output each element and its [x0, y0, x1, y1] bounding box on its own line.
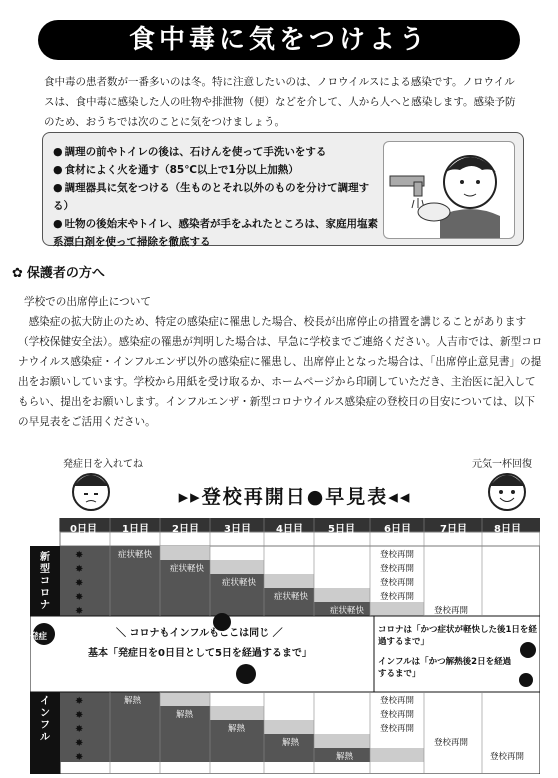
- day-label: 7日目: [440, 524, 467, 535]
- middle-rule: 基本「発症日を0日目として5日を経過するまで」: [88, 648, 312, 659]
- day-label: 5日目: [328, 524, 355, 535]
- middle-title: ＼ コロナもインフルもここは同じ ／: [116, 628, 283, 639]
- banner-title: 食中毒に気をつけよう: [128, 25, 429, 55]
- day-label: 3日目: [224, 524, 251, 535]
- child-washing-hands-icon: [384, 142, 515, 239]
- notice-block: [18, 292, 543, 432]
- svg-text:✸: ✸: [75, 592, 84, 603]
- fever-cell: 解熱: [124, 696, 142, 706]
- return-cell: 登校再開: [380, 578, 415, 588]
- onset-label: 発症: [30, 632, 48, 642]
- return-cell: 登校再開: [434, 606, 469, 616]
- day-label: 0日目: [70, 524, 97, 535]
- happy-child-icon: [482, 466, 532, 516]
- return-cell: 登校再開: [380, 710, 415, 720]
- day-label: 1日目: [122, 524, 149, 535]
- notice-paragraph: 感染症の拡大防止のため、特定の感染症に罹患した場合、校長が出席停止の措置を講じることがあります（学校保健安全法）。感染症の罹患が判明した場合は、早急に学校までご連絡ください。人吉市では、新型コロナウイルス感染症・インフルエンザ以外の感染症に罹患し、出席停止となった場合は、「出席停止意見書」の提出をお願いしています。学校から用紙を受け取るか、ホームページから印刷していただき、主治医に記入してもらい、提出をお願いします。インフルエンザ・新型コロナウイルス感染症の登校日の目安については、以下の早見表をご活用ください。: [18, 316, 543, 428]
- svg-text:✸: ✸: [75, 550, 84, 561]
- intro-text: 食中毒の患者数が一番多いのは冬。特に注意したいのは、ノロウイルスによる感染です。ノロウイルスは、食中毒に感染した人の吐物や排泄物（便）などを介して、人から人へと感染します。感染予防のため、おうちでは次のことに気をつけましょう。: [44, 76, 516, 128]
- svg-text:✸: ✸: [75, 564, 84, 575]
- day-label: 8日目: [494, 524, 521, 535]
- svg-text:✸: ✸: [75, 738, 84, 749]
- return-cell: 登校再開: [434, 738, 469, 748]
- covid-row-label: 新型コロナ: [40, 552, 50, 611]
- symptom-cell: 症状軽快: [222, 578, 257, 588]
- tips-box: [42, 132, 524, 246]
- flower-icon: ✿: [12, 266, 23, 281]
- tip-item: ● 調理の前やトイレの後は、石けんを使って手洗いをする: [53, 145, 327, 158]
- symptom-cell: 症状軽快: [330, 606, 365, 616]
- fever-cell: 解熱: [176, 710, 194, 720]
- rule-covid: コロナは「かつ症状が軽快した後1日を経過するまで」: [378, 625, 537, 647]
- day-label: 6日目: [384, 524, 411, 535]
- flu-row-label: インフル: [40, 696, 50, 743]
- symptom-cell: 症状軽快: [170, 564, 205, 574]
- tip-item: ● 食材によく火を通す（85℃以上で1分以上加熱）: [53, 163, 299, 176]
- return-cell: 登校再開: [380, 592, 415, 602]
- sick-child-icon: [66, 466, 116, 516]
- page-banner: [38, 20, 520, 60]
- svg-text:✸: ✸: [75, 578, 84, 589]
- note-left: 発症日を入れてね: [63, 459, 143, 470]
- svg-text:✸: ✸: [75, 710, 84, 721]
- notice-subheading: 学校での出席停止について: [24, 296, 151, 308]
- svg-text:✸: ✸: [75, 696, 84, 707]
- return-cell: 登校再開: [380, 550, 415, 560]
- fever-cell: 解熱: [282, 738, 300, 748]
- note-right: 元気一杯回復: [472, 459, 532, 470]
- tip-item: ● 調理器具に気をつける（生ものとそれ以外のものを分けて調理する）: [53, 181, 370, 212]
- return-cell: 登校再開: [380, 696, 415, 706]
- fever-cell: 解熱: [336, 752, 354, 762]
- return-cell: 登校再開: [490, 752, 525, 762]
- svg-text:✸: ✸: [75, 724, 84, 735]
- rule-flu: インフルは「かつ解熱後2日を経過するまで」: [378, 657, 512, 679]
- handwashing-illustration: [383, 141, 515, 239]
- chart-title: ▸▸登校再開日●早見表◂◂: [178, 486, 412, 508]
- svg-text:✸: ✸: [75, 752, 84, 763]
- svg-text:✸: ✸: [75, 606, 84, 617]
- return-cell: 登校再開: [380, 724, 415, 734]
- return-cell: 登校再開: [380, 564, 415, 574]
- symptom-cell: 症状軽快: [274, 592, 309, 602]
- day-label: 2日目: [172, 524, 199, 535]
- tips-list: [53, 143, 383, 251]
- section-heading: ✿ 保護者の方へ: [12, 266, 105, 281]
- tip-item: ● 吐物の後始末やトイレ、感染者が手をふれたところは、家庭用塩素系漂白剤を使って掃除を徹底する: [53, 217, 379, 248]
- return-schedule-chart: [30, 452, 540, 774]
- symptom-cell: 症状軽快: [118, 550, 153, 560]
- fever-cell: 解熱: [228, 724, 246, 734]
- day-label: 4日目: [276, 524, 303, 535]
